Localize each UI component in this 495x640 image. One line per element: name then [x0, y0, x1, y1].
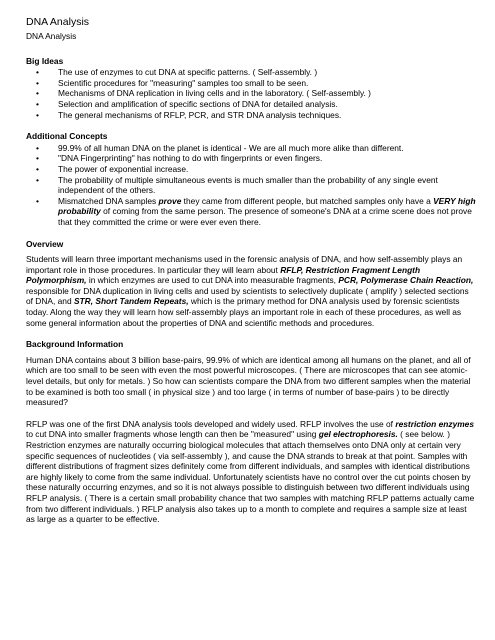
emphasis-text: VERY high probability — [58, 195, 476, 217]
text-run: to cut DNA into smaller fragments whose length can then be "measured" using — [26, 429, 319, 440]
additional-concepts-heading: Additional Concepts — [26, 131, 108, 142]
list-item: • Scientific procedures for "measuring" samples too small to be seen. — [26, 78, 477, 89]
text-run: Mismatched DNA samples — [58, 195, 159, 206]
text-run: responsible for DNA duplication in living cells and used by scientists to selectively duplicate ( amplify ) selected sections of DNA, and — [26, 285, 469, 307]
list-item: • "DNA Fingerprinting" has nothing to do with fingerprints or even fingers. — [26, 153, 477, 164]
text-run: which is the primary method for DNA analysis used by forensic scientists today. Along the way they will learn how self-assembly plays an important role in each of these procedures, as well as some general information about the properties of DNA and scientific methods and procedures. — [26, 296, 462, 328]
text-run: of coming from the same person. The presence of someone's DNA at a crime scene does not prove that they committed the crime or were ever even there. — [58, 206, 472, 227]
text-run: RFLP was one of the first DNA analysis tools developed and widely used. RFLP involves the use of — [26, 418, 396, 429]
emphasis-text: RFLP, Restriction Fragment Length Polymorphism, — [26, 264, 421, 286]
list-item — [26, 196, 477, 228]
text-run: in which enzymes are used to cut DNA into measurable fragments, — [86, 275, 339, 286]
emphasis-text: prove — [158, 195, 182, 206]
list-item: • Selection and amplification of specific sections of DNA for detailed analysis. — [26, 99, 477, 110]
list-item: • 99.9% of all human DNA on the planet is identical - We are all much more alike than different. — [26, 143, 477, 154]
emphasis-text: PCR, Polymerase Chain Reaction, — [338, 275, 474, 286]
background-paragraph-2 — [26, 419, 477, 525]
text-run: they came from different people, but matched samples only have a — [181, 195, 434, 206]
big-ideas-list — [26, 67, 477, 120]
background-heading: Background Information — [26, 339, 124, 350]
background-paragraph-1: Human DNA contains about 3 billion base-pairs, 99.9% of which are identical among all humans on the planet, and all of which are too small to be seen with even the most powerful microscopes. ( There are microscopes that can see atomic-level details, but only for metals. ) So how can scientists compare the DNA from two different samples when the material to be examined is both too small ( in physical size ) and too large ( in terms of number of base-pairs ) to be directly measured? — [26, 354, 471, 408]
emphasis-text: gel electrophoresis. — [318, 429, 398, 440]
list-item: • Mechanisms of DNA replication in living cells and in the laboratory. ( Self-assembly. ) — [26, 88, 477, 99]
list-item: • The general mechanisms of RFLP, PCR, and STR DNA analysis techniques. — [26, 110, 477, 121]
text-run: ( see below. ) Restriction enzymes are naturally occurring biological molecules that attach themselves onto DNA only at certain very specific sequences of nucleotides ( via self-assembly ), and cause the DNA strands to break at that point. Samples with different distributions of fragment sizes definitely come from different individuals, and samples with identical distributions are highly likely to come from the same individual. Unfortunately scientists have no control over the cut points chosen by these naturally occurring enzymes, and so it is not always possible to distinguish between two different individuals using RFLP analysis. ( There is a certain small probability chance that two samples with matching RFLP patterns actually came from two different individuals. ) RFLP analysis also takes up to a month to complete and requires a sample size at least as large as a quarter to be effective. — [26, 429, 475, 525]
emphasis-text: STR, Short Tandem Repeats, — [73, 296, 189, 307]
list-item: • The use of enzymes to cut DNA at specific patterns. ( Self-assembly. ) — [26, 67, 477, 78]
big-ideas-heading: Big Ideas — [26, 55, 64, 66]
additional-concepts-list — [26, 143, 477, 228]
document-subtitle: DNA Analysis — [26, 31, 77, 41]
list-item: • The power of exponential increase. — [26, 164, 477, 175]
overview-paragraph — [26, 254, 477, 328]
overview-heading: Overview — [26, 238, 64, 249]
emphasis-text: restriction enzymes — [395, 418, 474, 429]
list-item: • The probability of multiple simultaneous events is much smaller than the probability of any single event independent of the others. — [26, 175, 477, 196]
document-title: DNA Analysis — [26, 16, 90, 28]
text-run: Students will learn three important mechanisms used in the forensic analysis of DNA, and how self-assembly plays an important role in those procedures. In particular they will learn about — [26, 254, 463, 275]
